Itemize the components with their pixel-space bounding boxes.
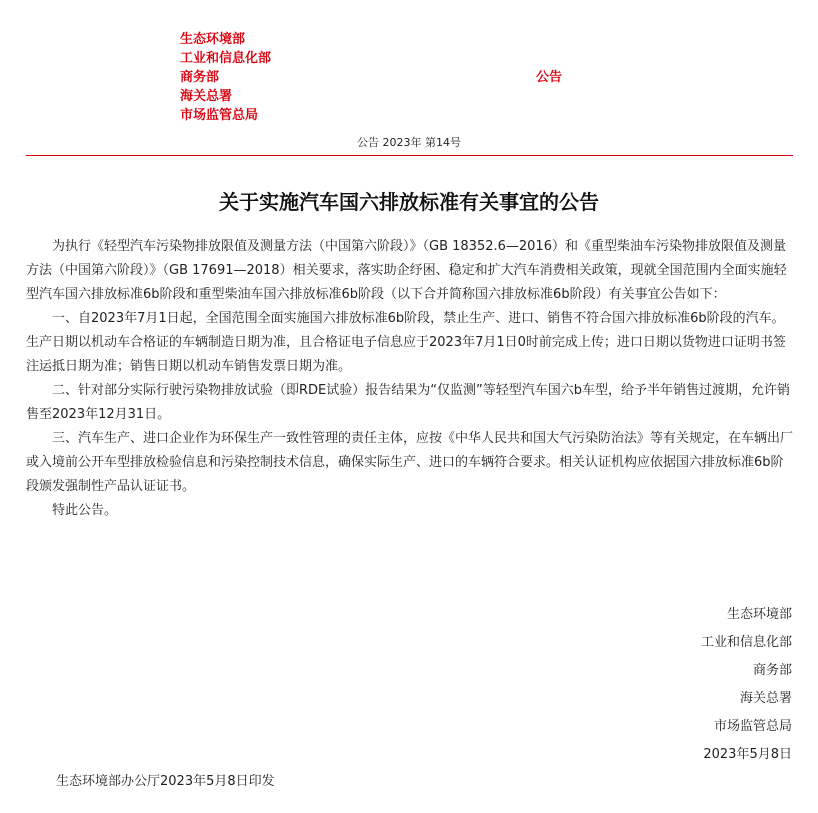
signatory: 工业和信息化部 xyxy=(700,635,792,650)
issuer-name: 市场监管总局 xyxy=(180,108,259,123)
announcement-body xyxy=(26,235,793,523)
closing-paragraph: 特此公告。 xyxy=(52,503,118,518)
document-number: 公告 2023年 第14号 xyxy=(357,136,461,149)
article-paragraph: 一、自2023年7月1日起，全国范围全面实施国六排放标准6b阶段，禁止生产、进口、销售不符合国六排放标准6b阶段的汽车。生产日期以机动车合格证的车辆制造日期为准，且合格证电子信息应于2023年7月1日0时前完成上传；进口日期以货物进口证明书签注运抵日期为准；销售日期以机动车销售发票日期为准。 xyxy=(26,311,786,374)
document-type-label: 公告 xyxy=(536,70,563,85)
page-title: 关于实施汽车国六排放标准有关事宜的公告 xyxy=(219,190,599,214)
issuing-authorities xyxy=(180,30,271,125)
issuer-name: 工业和信息化部 xyxy=(180,51,272,66)
signatory: 商务部 xyxy=(752,663,792,678)
signatory: 海关总署 xyxy=(739,691,792,706)
issuer-name: 商务部 xyxy=(180,70,220,85)
signatory: 生态环境部 xyxy=(726,607,792,622)
issue-date: 2023年5月8日 xyxy=(703,747,792,762)
red-divider xyxy=(26,155,793,156)
signature-block xyxy=(701,601,792,769)
issuer-name: 海关总署 xyxy=(180,89,233,104)
issuer-name: 生态环境部 xyxy=(180,32,246,47)
intro-paragraph: 为执行《轻型汽车污染物排放限值及测量方法（中国第六阶段）》（GB 18352.6—2016）和《重型柴油车污染物排放限值及测量方法（中国第六阶段）》（GB 17691—2018）相关要求，落实助企纾困、稳定和扩大汽车消费相关政策，现就全国范围内全面实施轻型汽车国六排放标准6b阶段和重型柴油车国六排放标准6b阶段（以下合并简称国六排放标准6b阶段）有关事宜公告如下： xyxy=(26,239,787,302)
article-paragraph: 三、汽车生产、进口企业作为环保生产一致性管理的责任主体，应按《中华人民共和国大气污染防治法》等有关规定，在车辆出厂或入境前公开车型排放检验信息和污染控制技术信息，确保实际生产、进口的车辆符合要求。相关认证机构应依据国六排放标准6b阶段颁发强制性产品认证证书。 xyxy=(26,431,794,494)
article-paragraph: 二、针对部分实际行驶污染物排放试验（即RDE试验）报告结果为“仅监测”等轻型汽车国六b车型，给予半年销售过渡期，允许销售至2023年12月31日。 xyxy=(26,383,790,422)
printing-note: 生态环境部办公厅2023年5月8日印发 xyxy=(56,774,275,789)
signatory: 市场监管总局 xyxy=(713,719,792,734)
